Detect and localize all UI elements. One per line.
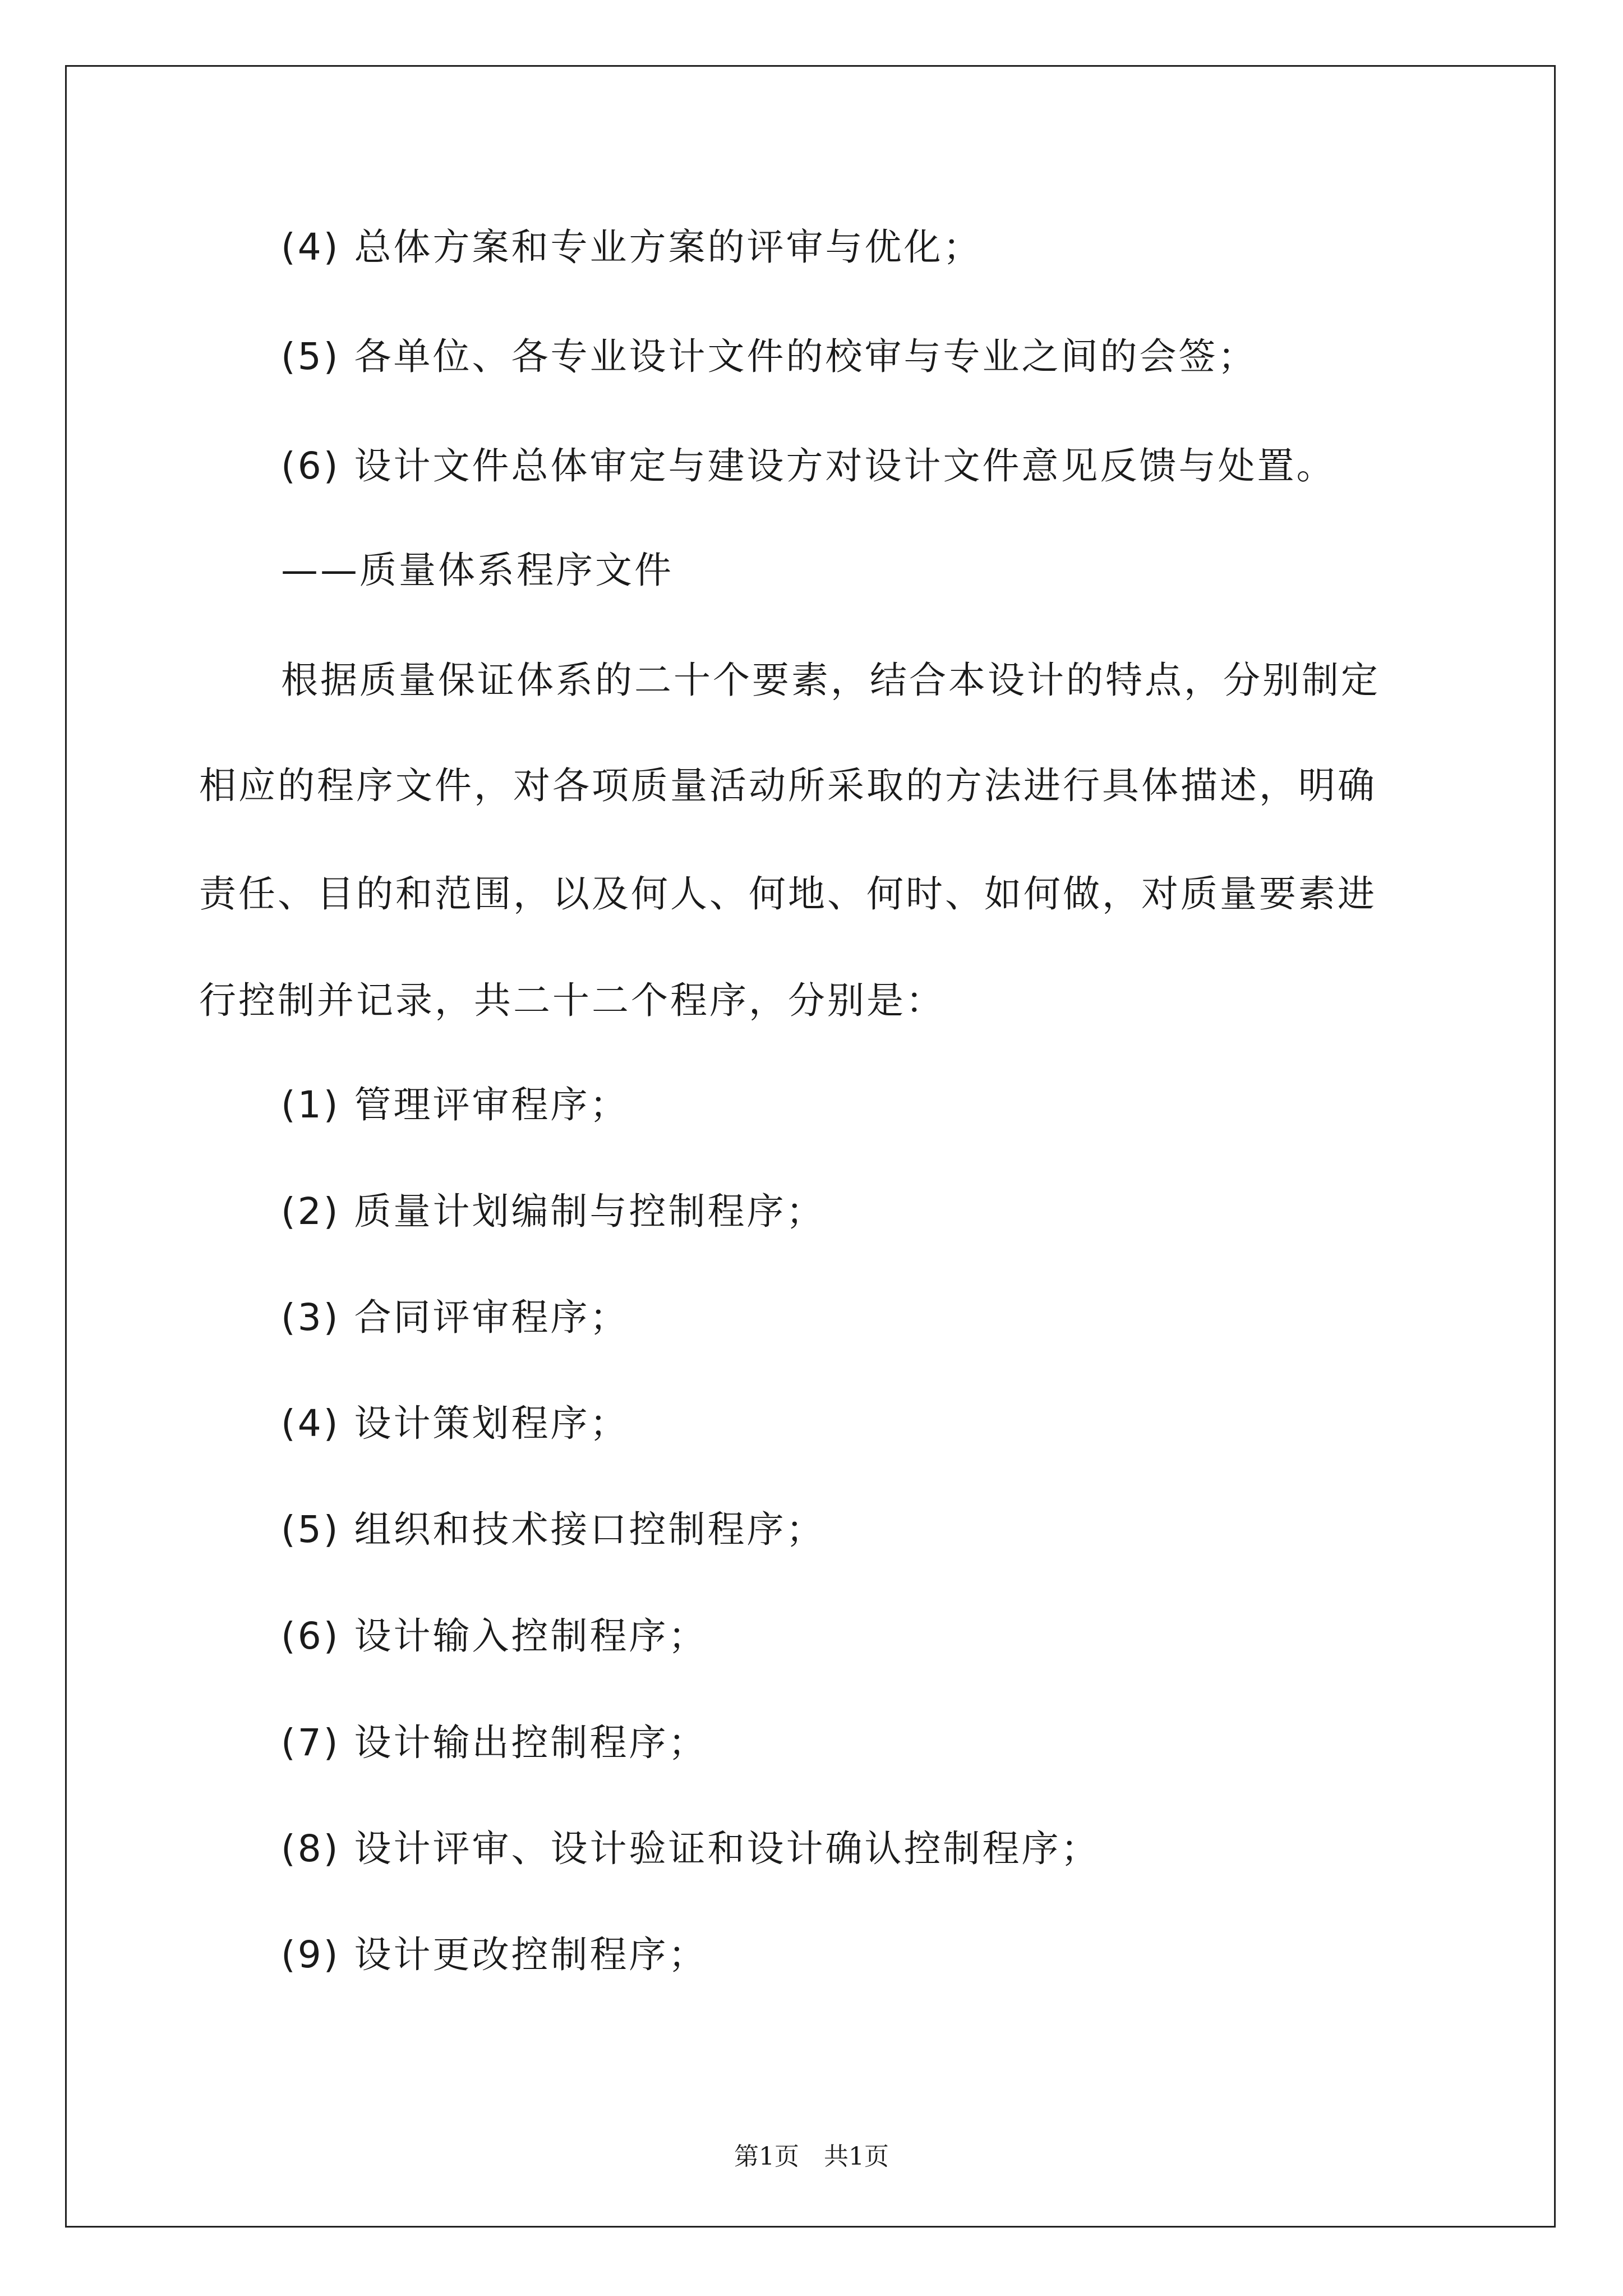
list-item: (6) 设计输入控制程序； bbox=[281, 1614, 708, 1658]
list-item: (7) 设计输出控制程序； bbox=[281, 1721, 708, 1764]
paragraph-line: 责任、目的和范围，以及何人、何地、何时、如何做，对质量要素进 bbox=[199, 872, 1377, 915]
list-item: (4) 总体方案和专业方案的评审与优化； bbox=[281, 226, 983, 269]
page-number: 第1页 共1页 bbox=[734, 2142, 889, 2171]
paragraph-line: 行控制并记录，共二十二个程序，分别是： bbox=[199, 979, 945, 1022]
list-item: (2) 质量计划编制与控制程序； bbox=[281, 1190, 826, 1233]
list-item: (5) 各单位、各专业设计文件的校审与专业之间的会签； bbox=[281, 335, 1257, 378]
list-item: (1) 管理评审程序； bbox=[281, 1083, 629, 1126]
section-heading: ——质量体系程序文件 bbox=[281, 549, 674, 592]
paragraph-line: 根据质量保证体系的二十个要素，结合本设计的特点，分别制定 bbox=[281, 659, 1380, 702]
list-item: (8) 设计评审、设计验证和设计确认控制程序； bbox=[281, 1827, 1100, 1870]
list-item: (5) 组织和技术接口控制程序； bbox=[281, 1508, 826, 1551]
list-item: (4) 设计策划程序； bbox=[281, 1402, 629, 1445]
page-border bbox=[65, 65, 1556, 2228]
list-item: (3) 合同评审程序； bbox=[281, 1296, 629, 1339]
list-item: (6) 设计文件总体审定与建设方对设计文件意见反馈与处置。 bbox=[281, 444, 1336, 487]
list-item: (9) 设计更改控制程序； bbox=[281, 1933, 708, 1976]
paragraph-line: 相应的程序文件，对各项质量活动所采取的方法进行具体描述，明确 bbox=[199, 764, 1377, 807]
